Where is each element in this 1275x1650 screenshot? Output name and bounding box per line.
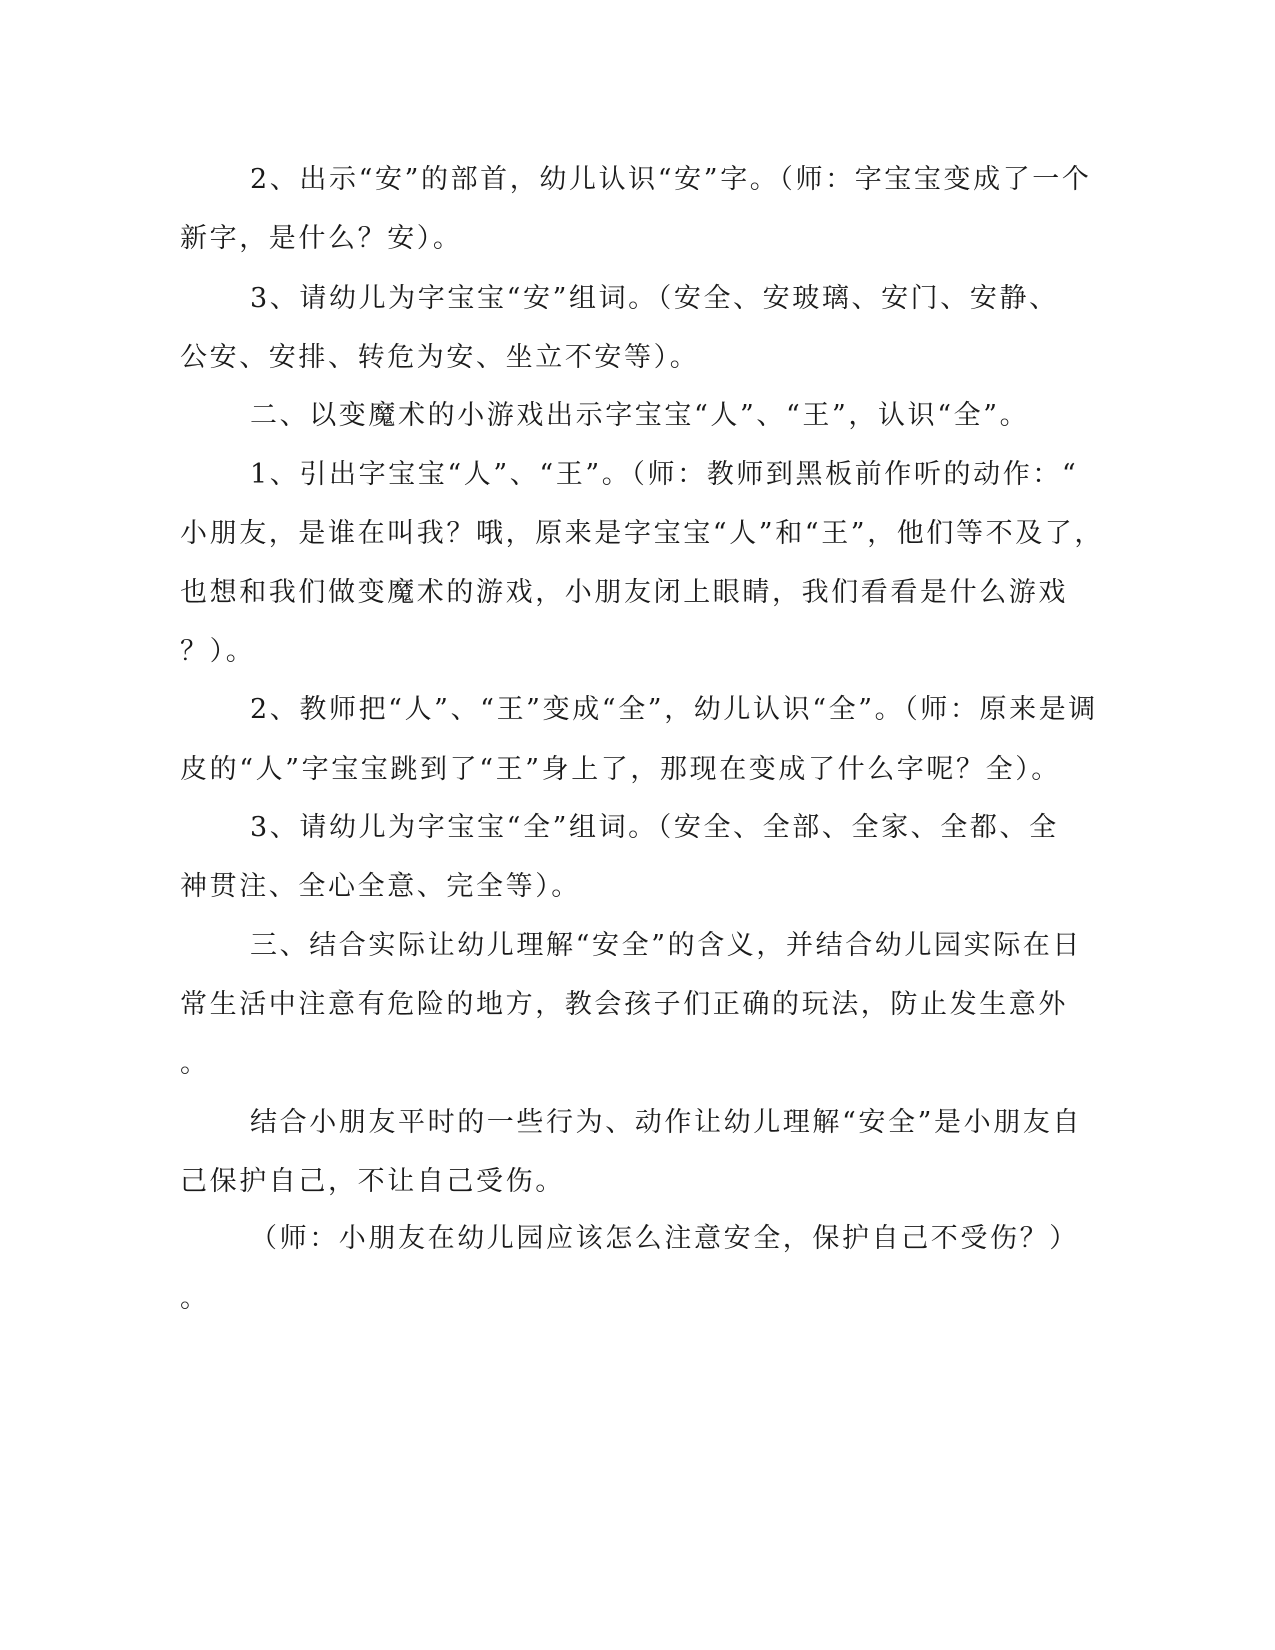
- text-line: 2、教师把“人”、“王”变成“全”，幼儿认识“全”。（师：原来是调: [250, 694, 1098, 725]
- text-line: 。: [180, 1048, 210, 1079]
- text-line: 2、出示“安”的部首，幼儿认识“安”字。（师：字宝宝变成了一个: [250, 164, 1092, 195]
- text-line: 结合小朋友平时的一些行为、动作让幼儿理解“安全”是小朋友自: [250, 1107, 1083, 1138]
- text-line: 3、请幼儿为字宝宝“安”组词。（安全、安玻璃、安门、安静、: [250, 283, 1059, 314]
- text-line: 新字，是什么？安）。: [180, 223, 463, 254]
- text-line: 也想和我们做变魔术的游戏，小朋友闭上眼睛，我们看看是什么游戏: [180, 577, 1068, 608]
- text-line: ？）。: [180, 636, 256, 667]
- text-line: 神贯注、全心全意、完全等）。: [180, 871, 581, 902]
- text-line: 3、请幼儿为字宝宝“全”组词。（安全、全部、全家、全都、全: [250, 812, 1059, 843]
- text-line: 常生活中注意有危险的地方，教会孩子们正确的玩法，防止发生意外: [180, 989, 1068, 1020]
- section-heading: 三、结合实际让幼儿理解“安全”的含义，并结合幼儿园实际在日: [250, 930, 1083, 961]
- text-line: （师：小朋友在幼儿园应该怎么注意安全，保护自己不受伤？）: [250, 1223, 1079, 1254]
- text-line: 皮的“人”字宝宝跳到了“王”身上了，那现在变成了什么字呢？全）。: [180, 754, 1061, 785]
- text-line: 1、引出字宝宝“人”、“王”。（师：教师到黑板前作听的动作：“: [250, 459, 1079, 490]
- text-line: 己保护自己，不让自己受伤。: [180, 1166, 565, 1197]
- text-line: 。: [180, 1283, 210, 1314]
- section-heading: 二、以变魔术的小游戏出示字宝宝“人”、“王”，认识“全”。: [250, 400, 1030, 431]
- text-line: 公安、安排、转危为安、坐立不安等）。: [180, 342, 700, 373]
- text-line: 小朋友，是谁在叫我？哦，原来是字宝宝“人”和“王”，他们等不及了，: [180, 518, 1105, 549]
